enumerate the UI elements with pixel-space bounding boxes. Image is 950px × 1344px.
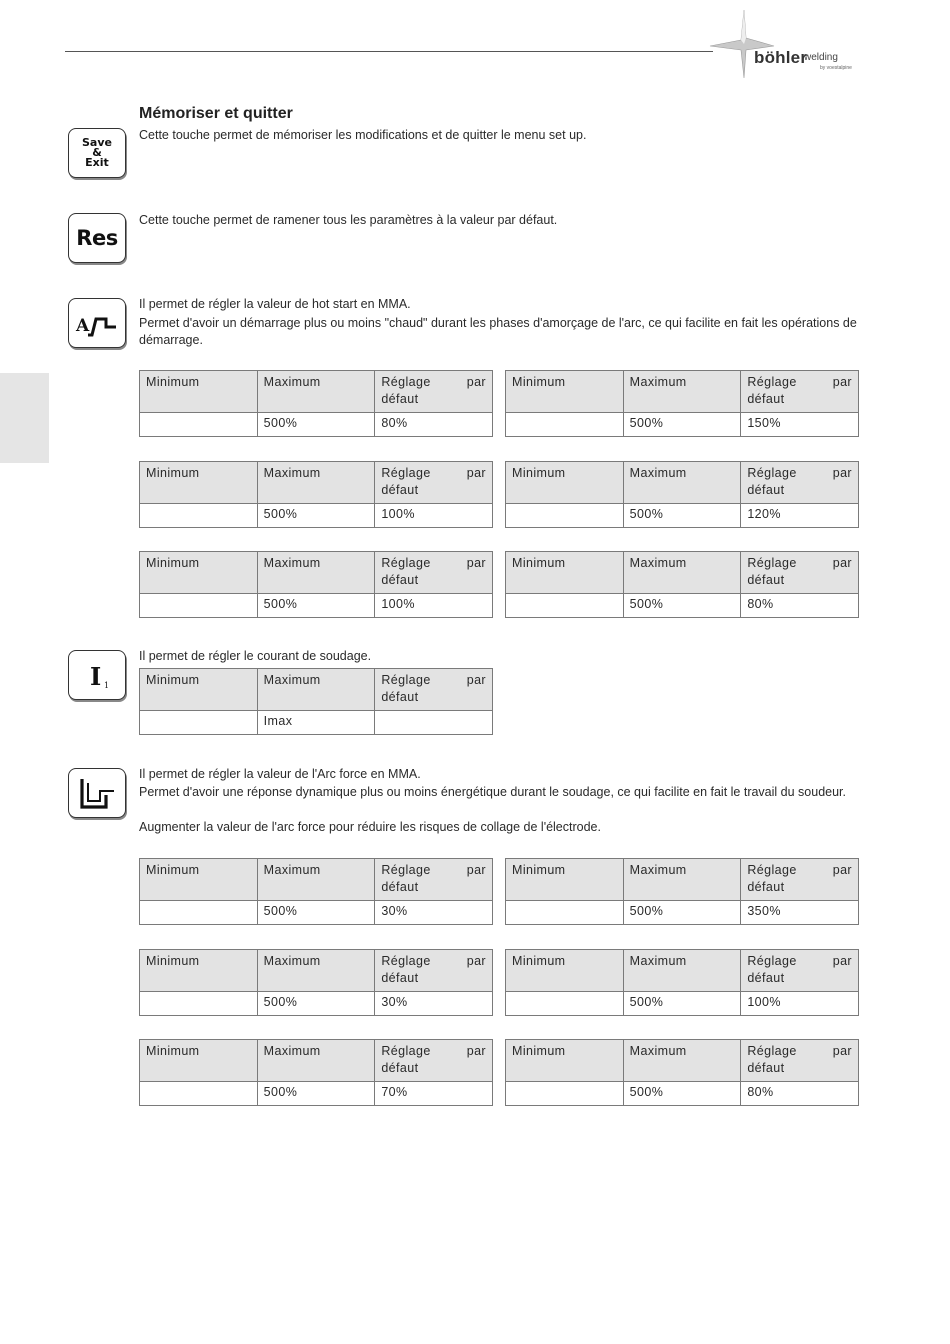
logo-brand: böhler	[754, 48, 808, 67]
value-maximum: Imax	[257, 711, 375, 735]
value-minimum	[506, 504, 624, 528]
hot-start-table-5	[139, 551, 493, 618]
header-minimum: Minimum	[140, 462, 258, 504]
value-maximum: 500%	[257, 1082, 375, 1106]
value-default	[375, 711, 493, 735]
header-default: Réglage par défaut	[741, 859, 859, 901]
value-minimum	[140, 901, 258, 925]
header-maximum: Maximum	[623, 552, 741, 594]
chapter-side-tab	[0, 373, 49, 463]
value-default: 80%	[741, 1082, 859, 1106]
value-minimum	[506, 992, 624, 1016]
header-maximum: Maximum	[257, 1040, 375, 1082]
value-default: 120%	[741, 504, 859, 528]
hot-start-table-1	[139, 370, 493, 437]
header-minimum: Minimum	[506, 462, 624, 504]
header-maximum: Maximum	[257, 371, 375, 413]
logo-tagline: welding	[804, 52, 838, 63]
value-default: 150%	[741, 413, 859, 437]
header-default: Réglage par défaut	[375, 1040, 493, 1082]
header-default: Réglage par défaut	[741, 552, 859, 594]
section-title: Mémoriser et quitter	[139, 105, 293, 122]
logo-sub: by voestalpine	[820, 65, 852, 71]
value-minimum	[140, 711, 258, 735]
header-maximum: Maximum	[257, 950, 375, 992]
arc-force-table-5	[139, 1039, 493, 1106]
value-default: 100%	[375, 594, 493, 618]
welding-current-table	[139, 668, 493, 735]
header-minimum: Minimum	[140, 371, 258, 413]
hot-start-table-4	[505, 461, 859, 528]
value-maximum: 500%	[257, 504, 375, 528]
header-default: Réglage par défaut	[375, 371, 493, 413]
header-minimum: Minimum	[140, 552, 258, 594]
value-default: 350%	[741, 901, 859, 925]
hot-start-table-2	[505, 370, 859, 437]
arc-force-icon	[68, 768, 126, 818]
svg-text:1: 1	[104, 681, 110, 690]
header-maximum: Maximum	[623, 950, 741, 992]
header-default: Réglage par défaut	[741, 371, 859, 413]
header-minimum: Minimum	[506, 371, 624, 413]
value-minimum	[140, 413, 258, 437]
value-minimum	[506, 901, 624, 925]
value-default: 100%	[741, 992, 859, 1016]
header-minimum: Minimum	[506, 552, 624, 594]
save-exit-key-icon	[68, 128, 126, 178]
value-maximum: 500%	[257, 413, 375, 437]
hot-start-icon	[68, 298, 126, 348]
value-minimum	[506, 594, 624, 618]
value-default: 30%	[375, 901, 493, 925]
value-default: 100%	[375, 504, 493, 528]
logo-star-icon	[706, 8, 776, 80]
arc-force-line-2: Permet d'avoir une réponse dynamique plus ou moins énergétique durant le soudage, ce qui facilite en fait le travail du soudeur.	[139, 785, 846, 799]
value-default: 80%	[741, 594, 859, 618]
save-description: Cette touche permet de mémoriser les modifications et de quitter le menu set up.	[139, 128, 587, 142]
header-maximum: Maximum	[623, 462, 741, 504]
value-maximum: 500%	[257, 901, 375, 925]
header-maximum: Maximum	[257, 552, 375, 594]
value-default: 30%	[375, 992, 493, 1016]
reset-key-icon	[68, 213, 126, 263]
svg-text:A: A	[76, 316, 90, 336]
save-exit-key-label: Save & Exit	[82, 136, 112, 169]
header-maximum: Maximum	[623, 859, 741, 901]
header-minimum: Minimum	[140, 859, 258, 901]
bohler-welding-logo	[706, 8, 866, 80]
value-minimum	[140, 504, 258, 528]
header-default: Réglage par défaut	[375, 669, 493, 711]
header-maximum: Maximum	[257, 462, 375, 504]
header-minimum: Minimum	[140, 1040, 258, 1082]
value-maximum: 500%	[623, 594, 741, 618]
value-maximum: 500%	[623, 413, 741, 437]
header-minimum: Minimum	[140, 669, 258, 711]
arc-force-table-6	[505, 1039, 859, 1106]
hot-start-table-3	[139, 461, 493, 528]
header-maximum: Maximum	[257, 859, 375, 901]
arc-force-table-2	[505, 858, 859, 925]
header-minimum: Minimum	[140, 950, 258, 992]
value-minimum	[140, 1082, 258, 1106]
header-default: Réglage par défaut	[375, 462, 493, 504]
hot-start-line-2: Permet d'avoir un démarrage plus ou moins "chaud" durant les phases d'amorçage de l'arc, ce qui facilite en fait les opérations de démarrage.	[139, 316, 857, 347]
value-maximum: 500%	[623, 901, 741, 925]
value-default: 80%	[375, 413, 493, 437]
header-default: Réglage par défaut	[741, 950, 859, 992]
header-minimum: Minimum	[506, 950, 624, 992]
value-minimum	[506, 413, 624, 437]
value-minimum	[140, 992, 258, 1016]
value-maximum: 500%	[623, 504, 741, 528]
arc-force-table-4	[505, 949, 859, 1016]
reset-description: Cette touche permet de ramener tous les paramètres à la valeur par défaut.	[139, 213, 558, 227]
header-minimum: Minimum	[506, 1040, 624, 1082]
svg-text:I: I	[90, 662, 102, 691]
value-maximum: 500%	[623, 992, 741, 1016]
value-maximum: 500%	[257, 594, 375, 618]
header-maximum: Maximum	[623, 1040, 741, 1082]
arc-force-line-1: Il permet de régler la valeur de l'Arc force en MMA.	[139, 767, 421, 781]
header-maximum: Maximum	[257, 669, 375, 711]
arc-force-table-3	[139, 949, 493, 1016]
value-minimum	[140, 594, 258, 618]
header-rule	[65, 51, 713, 52]
header-minimum: Minimum	[506, 859, 624, 901]
value-default: 70%	[375, 1082, 493, 1106]
header-default: Réglage par défaut	[375, 859, 493, 901]
header-default: Réglage par défaut	[741, 1040, 859, 1082]
value-minimum	[506, 1082, 624, 1106]
arc-force-line-3: Augmenter la valeur de l'arc force pour réduire les risques de collage de l'électrode.	[139, 820, 601, 834]
header-maximum: Maximum	[623, 371, 741, 413]
hot-start-line-1: Il permet de régler la valeur de hot start en MMA.	[139, 297, 411, 311]
welding-current-icon	[68, 650, 126, 700]
header-default: Réglage par défaut	[375, 552, 493, 594]
hot-start-table-6	[505, 551, 859, 618]
value-maximum: 500%	[257, 992, 375, 1016]
header-default: Réglage par défaut	[741, 462, 859, 504]
header-default: Réglage par défaut	[375, 950, 493, 992]
welding-current-description: Il permet de régler le courant de soudage.	[139, 649, 372, 663]
value-maximum: 500%	[623, 1082, 741, 1106]
reset-key-label: Res	[76, 226, 118, 250]
arc-force-table-1	[139, 858, 493, 925]
